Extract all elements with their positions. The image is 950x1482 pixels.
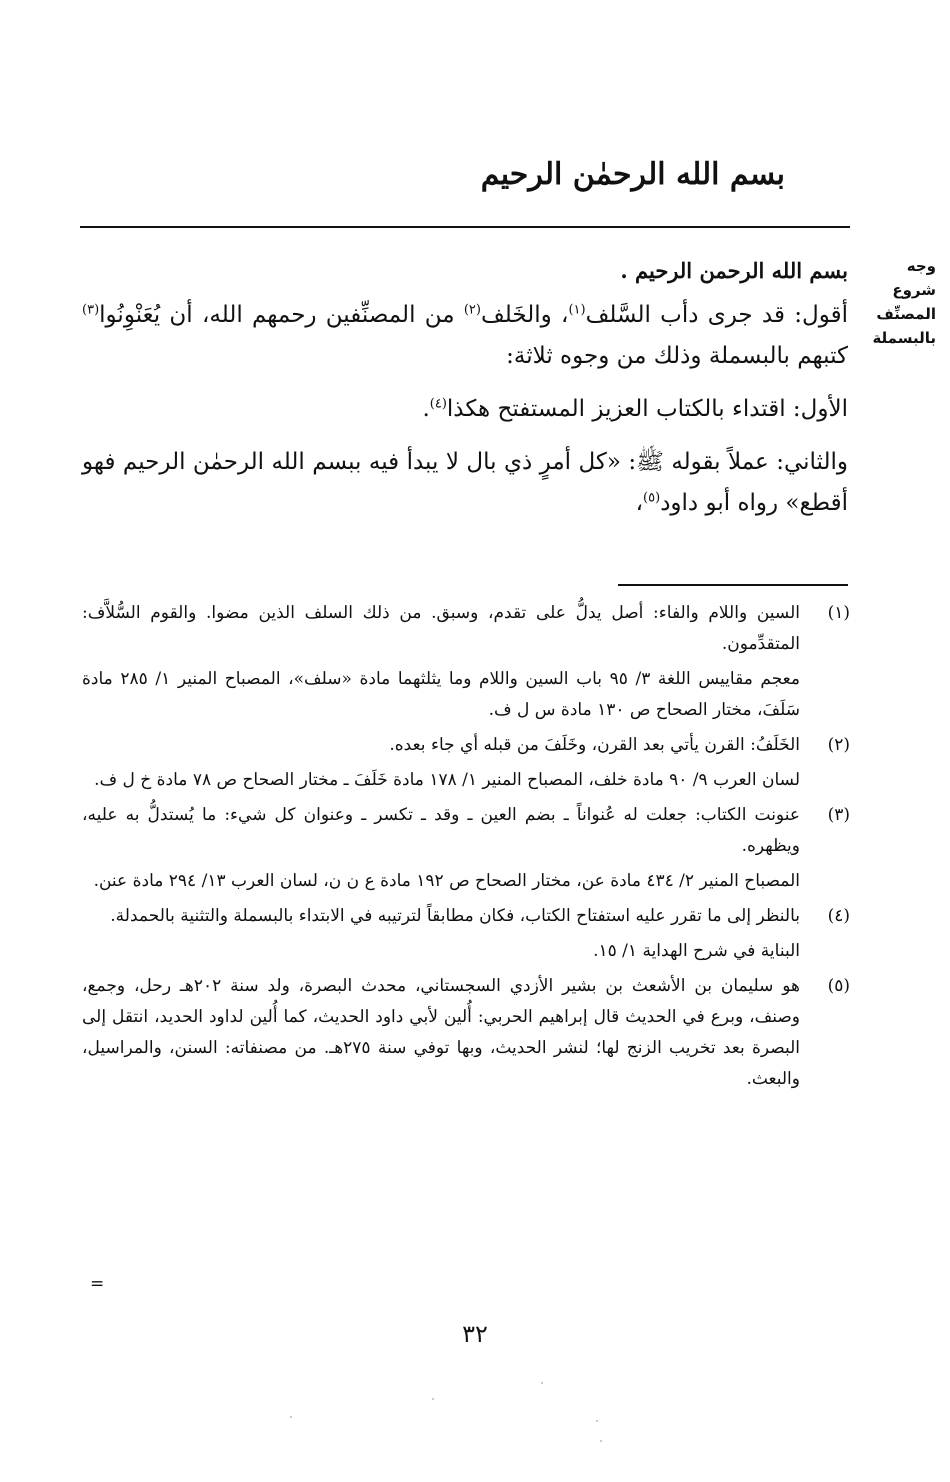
paragraph-text: أقول: قد جرى دأب السَّلف [585, 302, 848, 328]
footnotes [82, 598, 850, 1095]
footnote-divider [618, 584, 848, 586]
footnote-text: الخَلَفُ: القرن يأتي بعد القرن، وخَلَفَ من قبله أي جاء بعده. [389, 735, 800, 755]
margin-note [858, 254, 936, 350]
footnote [82, 800, 850, 897]
footnote-number: (١) [827, 603, 850, 623]
footnote-text: عنونت الكتاب: جعلت له عُنواناً ـ بضم العين ـ وقد ـ تكسر ـ وعنوان كل شيء: ما يُستدلُّ به عليه، ويظهره. [82, 805, 800, 856]
footnote-ref: (٣) [82, 302, 100, 318]
paragraph-text: . [422, 396, 430, 422]
paragraph-second-reason [82, 442, 848, 524]
paragraph-text: من المصنِّفين رحمهم الله، أن يُعَنْوِنُوا [99, 302, 464, 328]
footnote-text: بالنظر إلى ما تقرر عليه استفتاح الكتاب، فكان مطابقاً لترتيبه في الابتداء بالبسملة والتثنية بالحمدلة. [110, 906, 800, 926]
main-text [82, 250, 848, 524]
footnote-source: البناية في شرح الهداية ١/ ١٥. [593, 941, 800, 961]
paragraph-text: ، [635, 490, 644, 516]
scan-speck [541, 1382, 543, 1384]
footnote-ref: (٢) [463, 302, 481, 318]
footnote-number: (٥) [827, 976, 850, 996]
footnote-ref: (٥) [643, 490, 661, 506]
footnote [82, 901, 850, 967]
footnote [82, 730, 850, 796]
footnote [82, 598, 850, 726]
footnote-text: السين واللام والفاء: أصل يدلُّ على تقدم، وسبق. من ذلك السلف الذين مضوا. والقوم السُّلاَّف: المتقدِّمون. [82, 603, 800, 654]
scan-speck [600, 1440, 602, 1442]
footnote-source: لسان العرب ٩/ ٩٠ مادة خلف، المصباح المنير ١/ ١٧٨ مادة خَلَفَ ـ مختار الصحاح ص ٧٨ مادة خ ل ف. [94, 770, 800, 790]
margin-note-line: بالبسملة [872, 329, 936, 347]
margin-note-line: المصنِّف [876, 305, 936, 323]
footnote-text: هو سليمان بن الأشعث بن بشير الأزدي السجستاني، محدث البصرة، ولد سنة ٢٠٢هـ رحل، وجمع، وصنف، وبرع في الحديث قال إبراهيم الحربي: أُلين لأبي داود الحديث، كما أُلين لداود الحديد، انتقل إلى البصرة بعد تخريب الزنج لها؛ لنشر الحديث، وبها توفي سنة ٢٧٥هـ. من مصنفاته: السنن، والمراسيل، والبعث. [82, 976, 800, 1089]
margin-note-line: شروع [892, 281, 936, 299]
scan-speck [596, 1420, 598, 1422]
scan-speck [290, 1416, 292, 1418]
footnote-ref: (٤) [429, 396, 447, 412]
paragraph-intro [82, 295, 848, 377]
footnote-source: المصباح المنير ٢/ ٤٣٤ مادة عن، مختار الصحاح ص ١٩٢ مادة ع ن ن، لسان العرب ١٣/ ٢٩٤ مادة عنن. [93, 871, 800, 891]
scan-speck [432, 1398, 434, 1400]
paragraph-text: كتبهم بالبسملة وذلك من وجوه ثلاثة: [506, 343, 848, 369]
paragraph-text: والثاني: عملاً بقوله ﷺ: «كل أمرٍ ذي بال لا يبدأ فيه ببسم الله الرحمٰن الرحيم فهو أقطع» رواه أبو داود [82, 449, 848, 516]
continuation-mark: = [90, 1274, 105, 1294]
footnote-number: (٢) [827, 735, 850, 755]
footnote [82, 971, 850, 1095]
paragraph-text: الأول: اقتداء بالكتاب العزيز المستفتح هكذا [446, 396, 848, 422]
basmala-heading: بسم الله الرحمن الرحيم . [620, 258, 848, 283]
footnote-number: (٤) [827, 906, 850, 926]
header-divider [80, 226, 850, 228]
footnote-number: (٣) [827, 805, 850, 825]
footnote-ref: (١) [568, 302, 586, 318]
page-title: بسم الله الرحمٰن الرحيم [480, 157, 785, 192]
footnote-source: معجم مقاييس اللغة ٣/ ٩٥ باب السين واللام وما يثلثهما مادة «سلف»، المصباح المنير ١/ ٢٨٥ مادة سَلَفَ، مختار الصحاح ص ١٣٠ مادة س ل ف. [82, 669, 800, 720]
paragraph-text: ، والخَلف [480, 302, 569, 328]
margin-note-line: وجه [906, 257, 936, 275]
paragraph-first-reason [82, 389, 848, 430]
page-number: ٣٢ [462, 1320, 488, 1348]
